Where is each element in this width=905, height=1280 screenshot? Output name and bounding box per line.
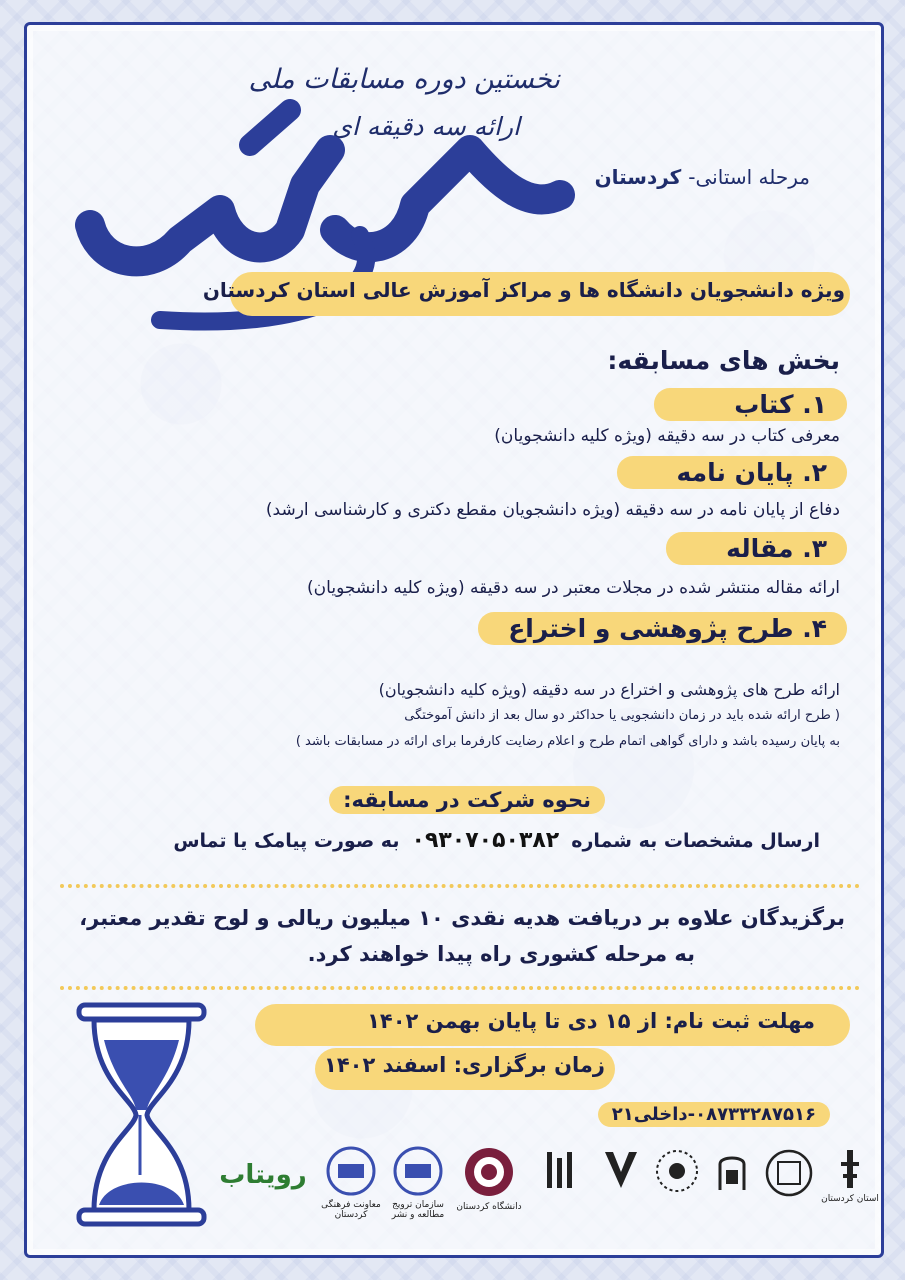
logo-royetab-text: رویتاب (219, 1160, 307, 1190)
sections-title: بخش های مسابقه: (607, 346, 840, 375)
stage-place: کردستان (594, 165, 682, 189)
logo-5 (596, 1148, 646, 1196)
azad-university-icon (601, 1148, 641, 1192)
tower-icon (837, 1148, 863, 1190)
logo-university-kurdistan-label: دانشگاه کردستان (456, 1202, 522, 1212)
section-1-title: ۱. کتاب (654, 388, 847, 421)
hourglass-icon (74, 1000, 209, 1230)
logo-jahad-publishing (385, 1146, 451, 1220)
header-line1: نخستین دوره مسابقات ملی (248, 64, 560, 95)
logo-6 (526, 1148, 592, 1196)
section-4-title: ۴. طرح پژوهشی و اختراع (478, 612, 847, 645)
jahad-seal-icon (393, 1146, 443, 1196)
deadline-text: مهلت ثبت نام: از ۱۵ دی تا پایان بهمن ۱۴۰۲ (367, 1009, 815, 1033)
divider-top (60, 884, 860, 888)
logo-kurdistan-province (820, 1148, 880, 1204)
participation-text-after: به صورت پیامک یا تماس (173, 830, 400, 852)
logo-kurdistan-province-label: استان کردستان (821, 1194, 879, 1204)
prize-line2: به مرحله کشوری راه پیدا خواهند کرد. (307, 942, 695, 966)
section-4-desc: ارائه طرح های پژوهشی و اختراع در سه دقیقه (ویژه کلیه دانشجویان) (378, 680, 840, 699)
medical-university-icon (541, 1148, 577, 1192)
university-kurdistan-seal-icon (463, 1146, 515, 1198)
prize-line1: برگزیدگان علاوه بر دریافت هدیه نقدی ۱۰ میلیون ریالی و لوح تقدیر معتبر، (79, 906, 845, 930)
logo-2 (758, 1148, 820, 1202)
stage-line (595, 165, 810, 189)
section-4-note2: به پایان رسیده باشد و دارای گواهی اتمام طرح و اعلام رضایت کارفرما برای ارائه در مسابقات باشد ) (295, 734, 840, 749)
logo-royetab (218, 1160, 308, 1190)
header-line2: ارائه سه دقیقه ای (332, 112, 520, 141)
stage-prefix: مرحله استانی- (688, 165, 810, 189)
jahad-cultural-seal-icon (326, 1146, 376, 1196)
section-2-desc: دفاع از پایان نامه در سه دقیقه (ویژه دانشجویان مقطع دکتری و کارشناسی ارشد) (265, 500, 840, 520)
logo-jahad-publishing-label: سازمان ترویج مطالعه و نشر (391, 1200, 445, 1220)
contact-phone: ۰۸۷۳۳۲۸۷۵۱۶-داخلی۲۱ (598, 1102, 830, 1127)
logo-4 (650, 1148, 704, 1198)
participation-text-before: ارسال مشخصات به شماره (571, 830, 820, 852)
sunburst-icon (654, 1148, 700, 1194)
participation-line (173, 828, 820, 853)
participation-title: نحوه شرکت در مسابقه: (329, 786, 605, 814)
audience-text: ویژه دانشجویان دانشگاه ها و مراکز آموزش عالی استان کردستان (202, 278, 845, 302)
section-2-title: ۲. پایان نامه (617, 456, 847, 489)
section-4-note1: ( طرح ارائه شده باید در زمان دانشجویی یا حداکثر دو سال بعد از دانش آموختگی (404, 708, 840, 723)
section-3-desc: ارائه مقاله منتشر شده در مجلات معتبر در سه دقیقه (ویژه کلیه دانشجویان) (307, 578, 840, 598)
emblem-icon (764, 1148, 814, 1198)
event-time-text: زمان برگزاری: اسفند ۱۴۰۲ (324, 1053, 605, 1077)
logo-3 (708, 1150, 756, 1198)
section-1-desc: معرفی کتاب در سه دقیقه (ویژه کلیه دانشجویان) (494, 426, 840, 446)
logo-jahad-cultural (318, 1146, 384, 1220)
logo-jahad-cultural-label: معاونت فرهنگی کردستان (321, 1200, 381, 1220)
divider-bottom (60, 986, 860, 990)
section-3-title: ۳. مقاله (666, 532, 847, 565)
participation-phone: ۰۹۳۰۷۰۵۰۳۸۲ (411, 828, 560, 853)
university-emblem-icon (714, 1150, 750, 1194)
logo-university-kurdistan (454, 1146, 524, 1212)
